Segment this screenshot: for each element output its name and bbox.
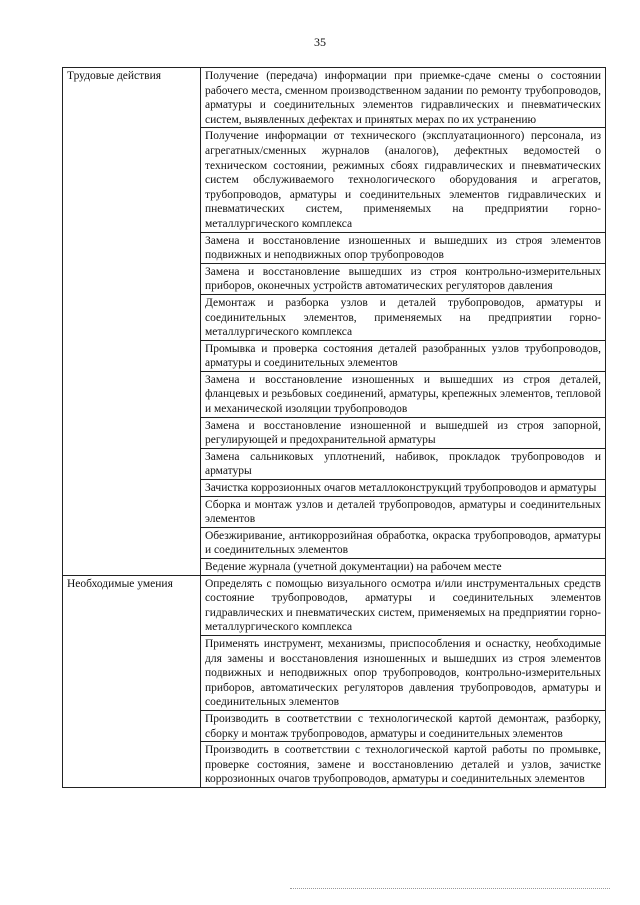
- page-number: 35: [314, 35, 326, 49]
- requirement-item: Замена сальниковых уплотнений, набивок, прокладок трубопроводов и арматуры: [201, 448, 606, 479]
- footer-rule: [290, 888, 610, 889]
- requirement-item: Замена и восстановление изношенных и вышедших из строя деталей, фланцевых и резьбовых соединений, арматуры, крепежных элементов, тепловой и механической изоляции трубопроводов: [201, 371, 606, 417]
- table-row: [63, 575, 606, 635]
- requirement-item: Производить в соответствии с технологической картой работы по промывке, проверке состояния, замене и восстановлению деталей и узлов, зачистке коррозионных очагов трубопроводов, арматуры и соединительных элементов: [201, 742, 606, 788]
- table-row: [63, 68, 606, 128]
- requirement-item: Ведение журнала (учетной документации) на рабочем месте: [201, 559, 606, 576]
- requirement-item: Получение информации от технического (эксплуатационного) персонала, из агрегатных/сменных журналов (аналогов), дефектных ведомостей о техническом состоянии, режимных сбоях гидравлических и пневматических систем обслуживаемого технологического оборудования и агрегатов, трубопроводов, арматуры и соединительных элементов гидравлических и пневматических систем, применяемых на предприятии горно-металлургического комплекса: [201, 128, 606, 232]
- requirement-item: Получение (передача) информации при приемке-сдаче смены о состоянии рабочего места, сменном производственном задании по ремонту трубопроводов, арматуры и соединительных элементов гидравлических и пневматических систем, выявленных дефектах и принятых мерах по их устранению: [201, 68, 606, 128]
- requirement-item: Применять инструмент, механизмы, приспособления и оснастку, необходимые для замены и восстановления изношенных и вышедших из строя элементов подвижных и неподвижных опор трубопроводов, контрольно-измерительных приборов, автоматических регуляторов давления трубопроводов, арматуры и соединительных элементов: [201, 635, 606, 710]
- requirement-item: Зачистка коррозионных очагов металлоконструкций трубопроводов и арматуры: [201, 480, 606, 497]
- requirement-item: Замена и восстановление вышедших из строя контрольно-измерительных приборов, оконечных устройств автоматических регуляторов давления: [201, 263, 606, 294]
- requirement-item: Замена и восстановление изношенных и вышедших из строя элементов подвижных и неподвижных опор трубопроводов: [201, 232, 606, 263]
- requirement-item: Замена и восстановление изношенной и вышедшей из строя запорной, регулирующей и предохранительной арматуры: [201, 417, 606, 448]
- requirement-item: Производить в соответствии с технологической картой демонтаж, разборку, сборку и монтаж трубопроводов, арматуры и соединительных элементов: [201, 710, 606, 741]
- requirements-table: [62, 67, 606, 788]
- requirement-item: Сборка и монтаж узлов и деталей трубопроводов, арматуры и соединительных элементов: [201, 496, 606, 527]
- section-category: Трудовые действия: [63, 68, 201, 576]
- section-category: Необходимые умения: [63, 575, 201, 787]
- requirement-item: Обезжиривание, антикоррозийная обработка, окраска трубопроводов, арматуры и соединительных элементов: [201, 527, 606, 558]
- requirement-item: Определять с помощью визуального осмотра и/или инструментальных средств состояние трубопроводов, арматуры и соединительных элементов гидравлических и пневматических систем, применяемых на предприятии горно-металлургического комплекса: [201, 575, 606, 635]
- requirement-item: Промывка и проверка состояния деталей разобранных узлов трубопроводов, арматуры и соединительных элементов: [201, 340, 606, 371]
- requirement-item: Демонтаж и разборка узлов и деталей трубопроводов, арматуры и соединительных элементов, применяемых на предприятии горно-металлургического комплекса: [201, 294, 606, 340]
